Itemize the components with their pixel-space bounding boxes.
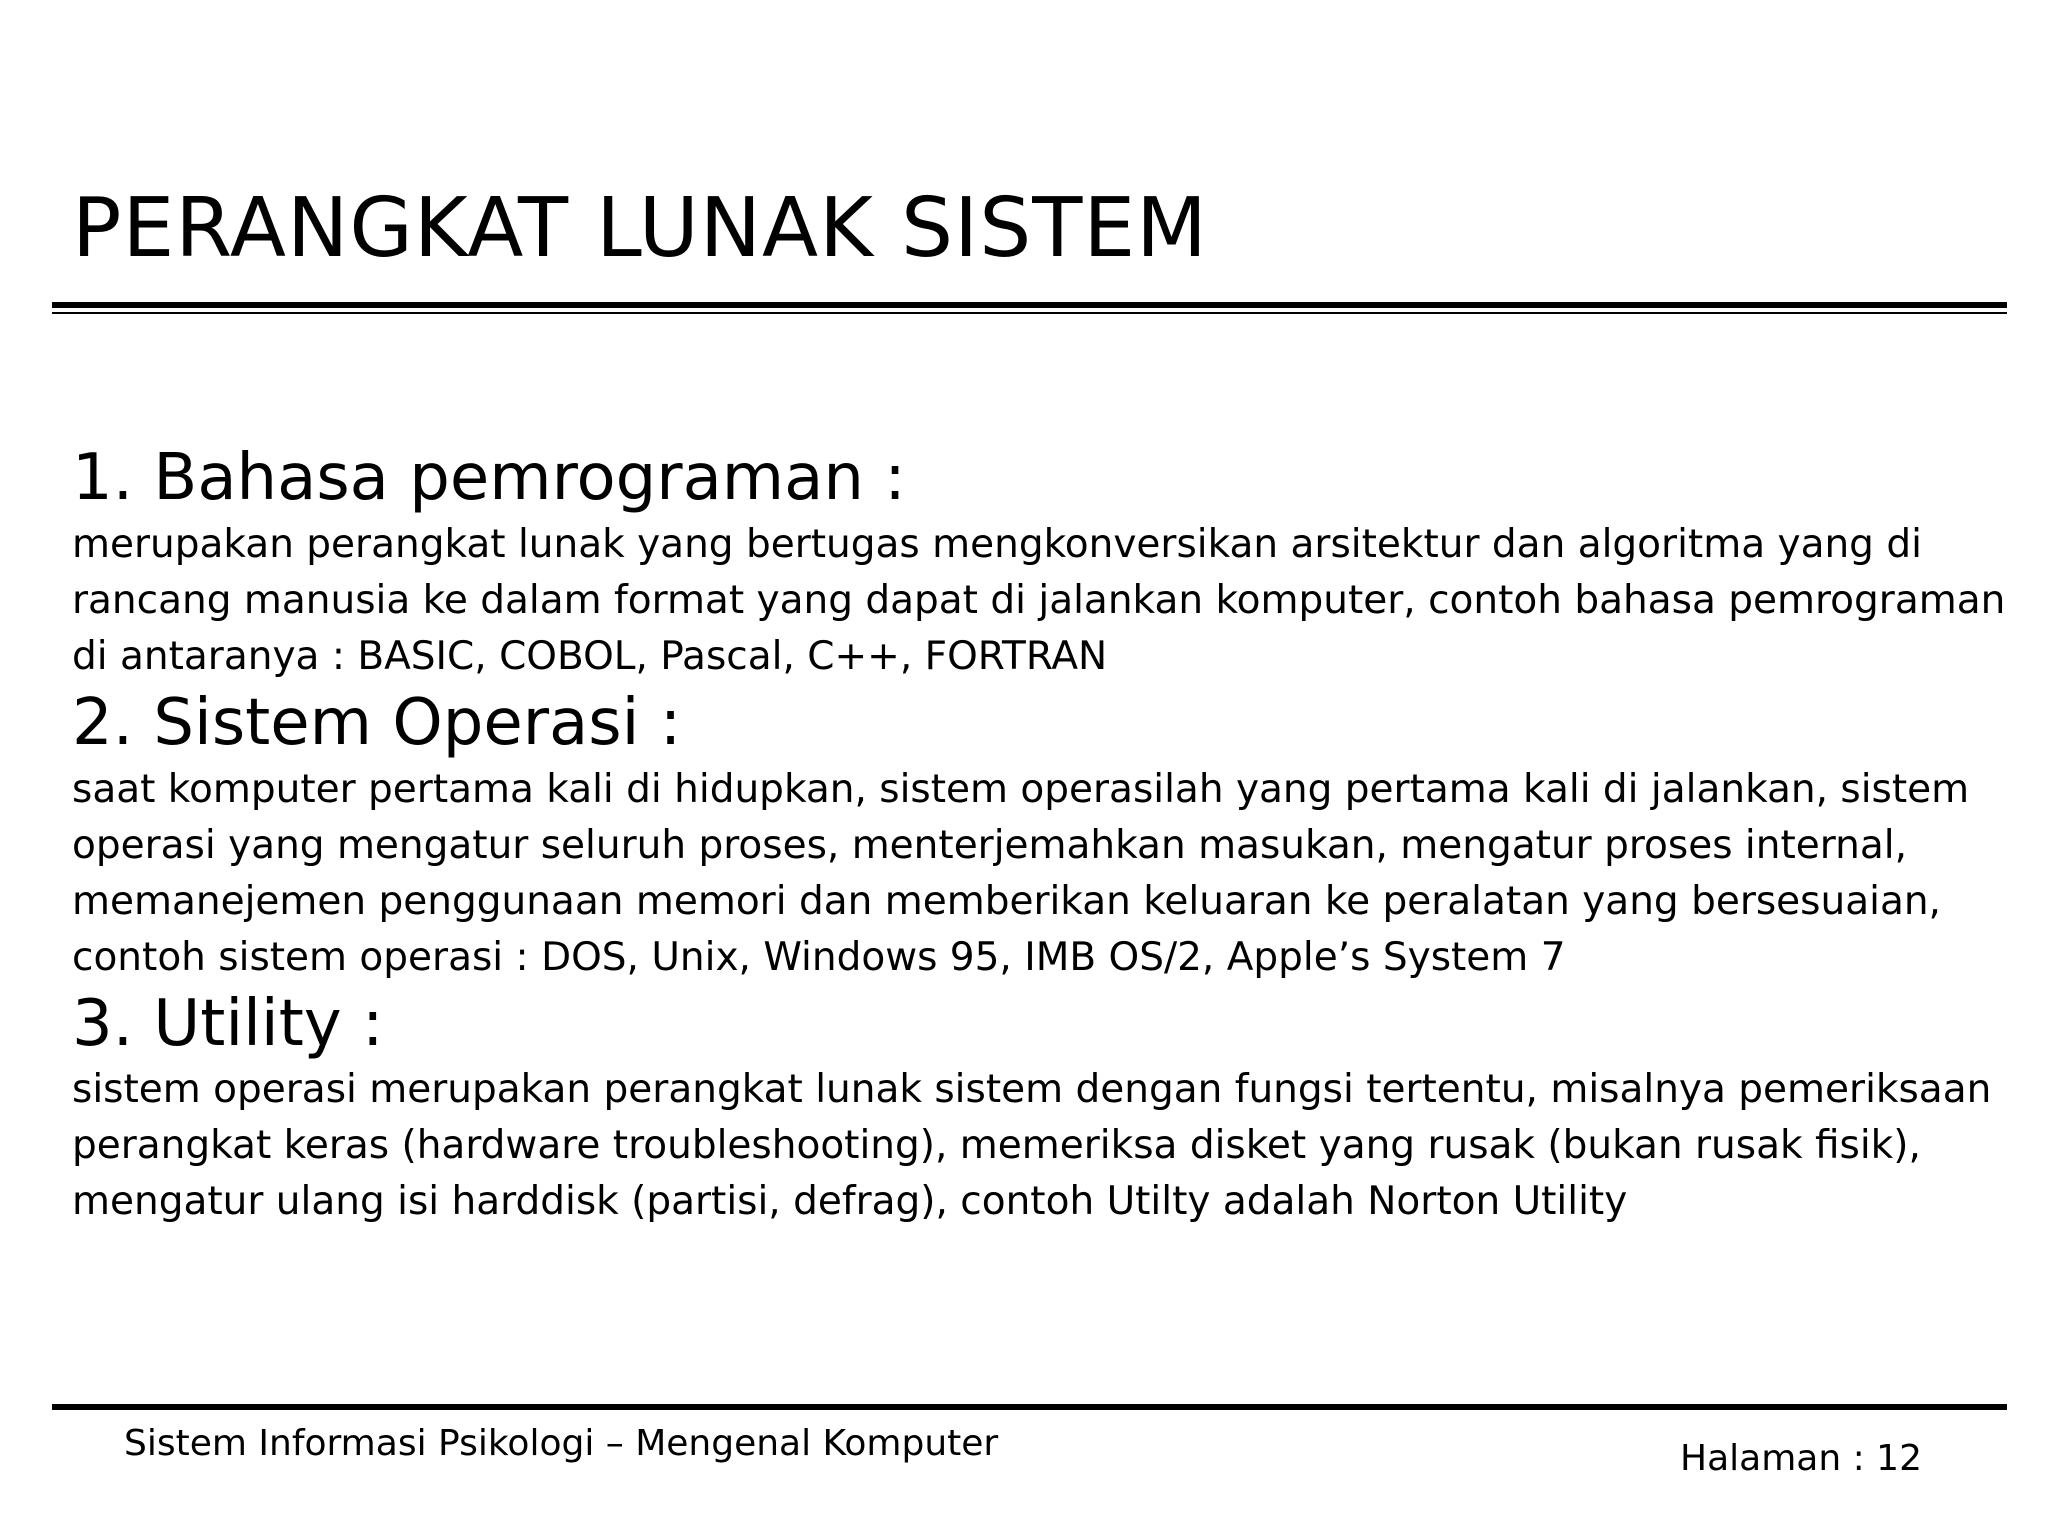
footer-divider [52,1404,2007,1410]
footer-course-title: Sistem Informasi Psikologi – Mengenal Komputer [124,1423,999,1464]
slide-title: PERANGKAT LUNAK SISTEM [72,181,1208,276]
section-utility [72,986,2012,1231]
section-heading: 3. Utility : [72,986,384,1061]
section-sistem-operasi [72,685,2012,986]
section-body: merupakan perangkat lunak yang bertugas mengkonversikan arsitektur dan algoritma yang di rancang manusia ke dalam format yang dapat di jalankan komputer, contoh bahasa pemrograman di antaranya : BASIC, COBOL, Pascal, C++, FORTRAN [72,521,2006,679]
section-bahasa-pemrograman [72,440,2012,685]
section-heading: 1. Bahasa pemrograman : [72,441,906,515]
section-body: saat komputer pertama kali di hidupkan, sistem operasilah yang pertama kali di jalankan, sistem operasi yang mengatur seluruh proses, menterjemahkan masukan, mengatur proses internal, memanejemen penggunaan memori dan memberikan keluaran ke peralatan yang bersesuaian, contoh sistem operasi : DOS, Unix, Windows 95, IMB OS/2, Apple’s System 7 [72,766,1970,980]
section-heading: 2. Sistem Operasi : [72,685,682,760]
title-underline-thick [52,302,2007,308]
slide-content [72,440,2012,1230]
section-body: sistem operasi merupakan perangkat lunak sistem dengan fungsi tertentu, misalnya pemeriksaan perangkat keras (hardware troubleshooting), memeriksa disket yang rusak (bukan rusak fisik), mengatur ulang isi harddisk (partisi, defrag), contoh Utilty adalah Norton Utility [72,1067,1992,1225]
title-underline-thin [52,312,2007,314]
footer-page-number: Halaman : 12 [1680,1438,1922,1479]
